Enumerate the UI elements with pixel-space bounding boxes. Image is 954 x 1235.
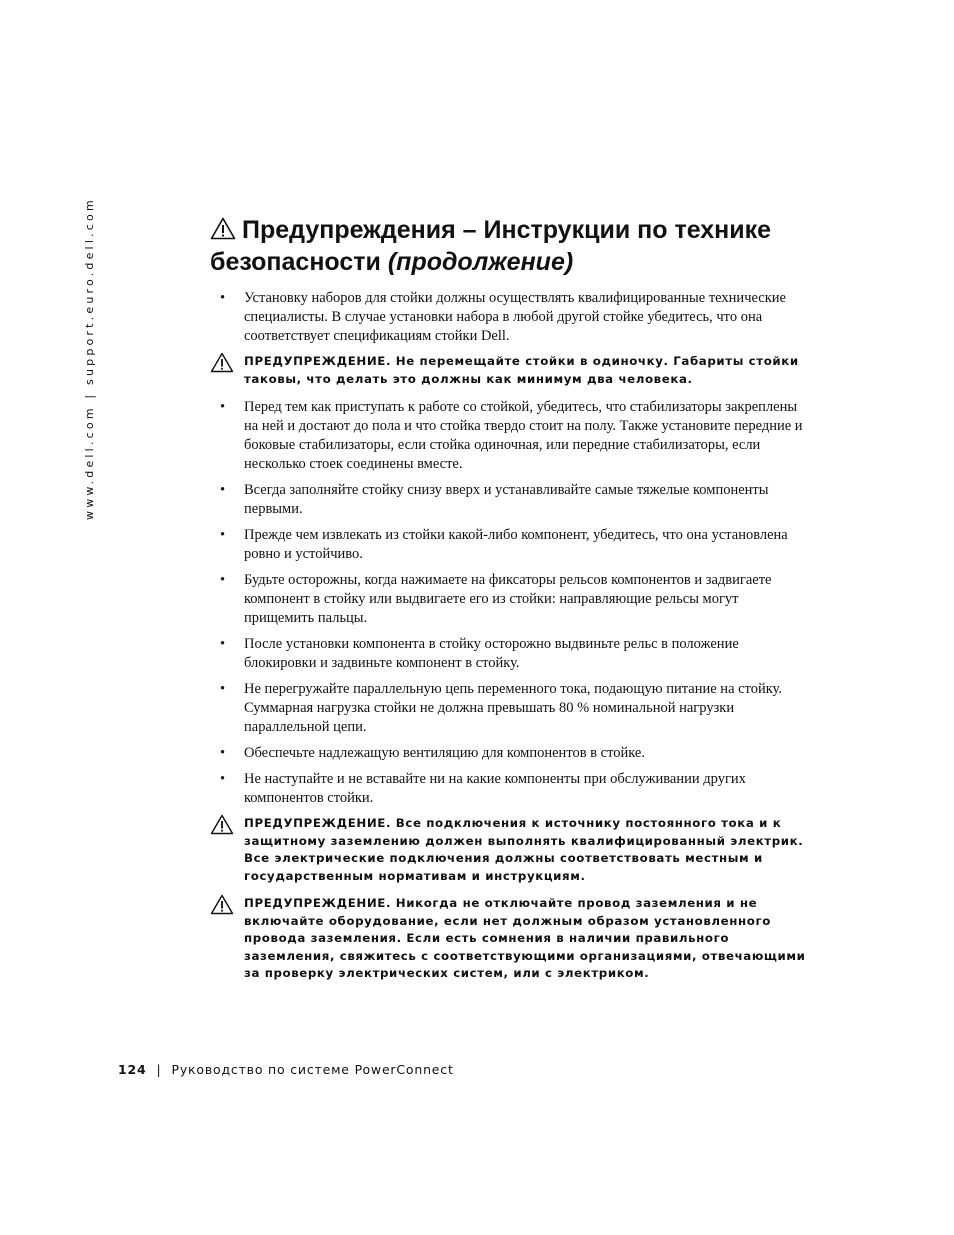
side-url-text: www.dell.com | support.euro.dell.com bbox=[83, 197, 96, 520]
list-item: • После установки компонента в стойку осторожно выдвиньте рельс в положение блокировки и задвиньте компонент в стойку. bbox=[210, 635, 810, 673]
footer-separator: | bbox=[156, 1062, 162, 1077]
list-item: • Обеспечьте надлежащую вентиляцию для компонентов в стойке. bbox=[210, 744, 810, 763]
list-item: • Перед тем как приступать к работе со стойкой, убедитесь, что стабилизаторы закреплены на ней и достают до пола и что стойка твердо стоит на полу. Также установите передние и боковые стабилизаторы, если стойка одиночная, или передние стабилизаторы, если несколько стоек соединены вместе. bbox=[210, 398, 810, 474]
list-item: • Не перегружайте параллельную цепь переменного тока, подающую питание на стойку. Суммарная нагрузка стойки не должна превышать 80 % номинальной нагрузки параллельной цепи. bbox=[210, 680, 810, 737]
page-content bbox=[210, 215, 810, 993]
warning-block bbox=[210, 895, 810, 983]
guide-title: Руководство по системе PowerConnect bbox=[171, 1062, 454, 1077]
warning-triangle-icon bbox=[210, 814, 234, 841]
page-footer bbox=[118, 1062, 454, 1077]
warning-block bbox=[210, 815, 810, 885]
warning-triangle-icon bbox=[210, 217, 236, 247]
list-item: • Не наступайте и не вставайте ни на какие компоненты при обслуживании других компонентов стойки. bbox=[210, 770, 810, 808]
warning-text: ПРЕДУПРЕЖДЕНИЕ. Никогда не отключайте провод заземления и не включайте оборудование, если нет должным образом установленного провода заземления. Если есть сомнения в наличии правильного заземления, свяжитесь с соответствующими организациями, отвечающими за проверку электрических систем, или с электриком. bbox=[244, 896, 806, 980]
warning-triangle-icon bbox=[210, 352, 234, 379]
page-number: 124 bbox=[118, 1062, 147, 1077]
warning-block bbox=[210, 353, 810, 388]
list-item: • Всегда заполняйте стойку снизу вверх и устанавливайте самые тяжелые компоненты первыми. bbox=[210, 481, 810, 519]
warning-text: ПРЕДУПРЕЖДЕНИЕ. Все подключения к источнику постоянного тока и к защитному заземлению должен выполнять квалифицированный электрик. Все электрические подключения должны соответствовать местным и государственным нормативам и инструкциям. bbox=[244, 816, 804, 883]
page-title bbox=[210, 215, 810, 277]
warning-triangle-icon bbox=[210, 894, 234, 921]
title-continued: (продолжение) bbox=[387, 248, 574, 276]
list-item: • Установку наборов для стойки должны осуществлять квалифицированные технические специалисты. В случае установки набора в любой другой стойке убедитесь, что она соответствует спецификациям стойки Dell. bbox=[210, 289, 810, 346]
title-main: Предупреждения – Инструкции по технике безопасности bbox=[210, 216, 772, 276]
warning-text: ПРЕДУПРЕЖДЕНИЕ. Не перемещайте стойки в одиночку. Габариты стойки таковы, что делать это должны как минимум два человека. bbox=[244, 354, 799, 386]
list-item: • Будьте осторожны, когда нажимаете на фиксаторы рельсов компонентов и задвигаете компонент в стойку или выдвигаете его из стойки: направляющие рельсы могут прищемить пальцы. bbox=[210, 571, 810, 628]
bullet-list-1 bbox=[210, 289, 810, 346]
bullet-list-2 bbox=[210, 398, 810, 808]
list-item: • Прежде чем извлекать из стойки какой-либо компонент, убедитесь, что она установлена ровно и устойчиво. bbox=[210, 526, 810, 564]
